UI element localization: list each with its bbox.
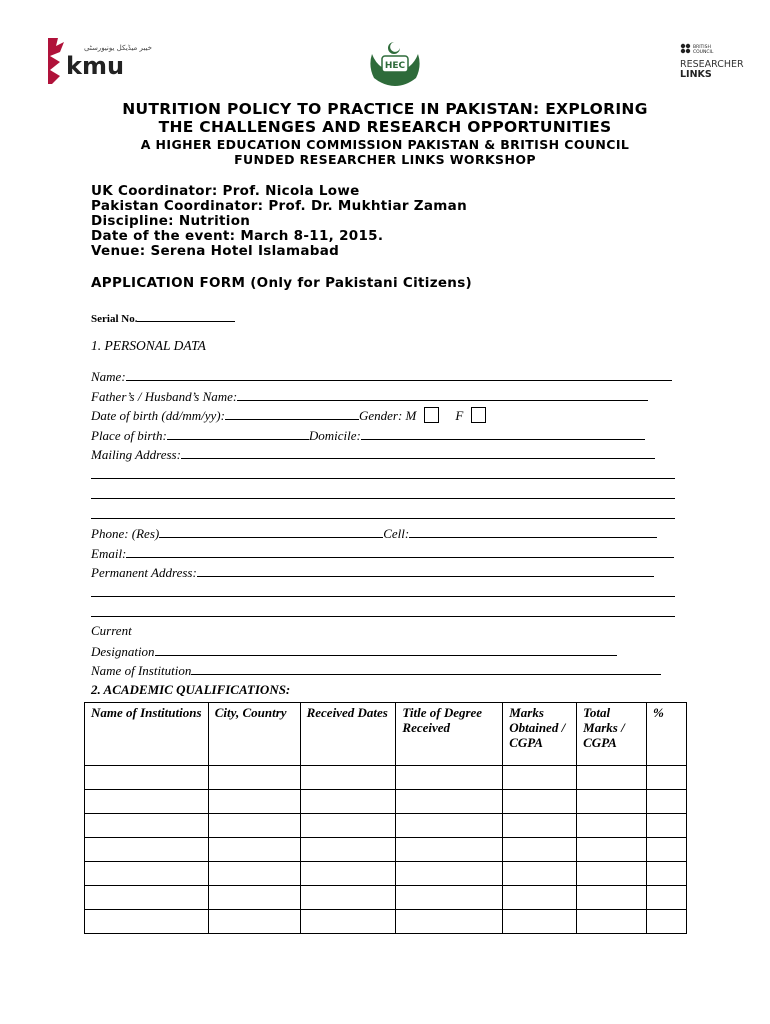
mailing-address-field[interactable] xyxy=(91,446,655,463)
table-cell[interactable] xyxy=(85,862,209,886)
cell-label: Cell: xyxy=(383,526,410,541)
application-form-heading: APPLICATION FORM (Only for Pakistani Citizens) xyxy=(91,275,473,291)
column-header: % xyxy=(647,703,687,766)
table-cell[interactable] xyxy=(647,862,687,886)
table-cell[interactable] xyxy=(577,862,647,886)
name-field[interactable] xyxy=(91,368,672,385)
table-row[interactable] xyxy=(85,766,687,790)
venue: Venue: Serena Hotel Islamabad xyxy=(91,243,340,259)
permanent-address-line[interactable] xyxy=(91,616,675,617)
table-cell[interactable] xyxy=(503,766,577,790)
table-cell[interactable] xyxy=(85,838,209,862)
designation-field[interactable] xyxy=(91,643,617,660)
hec-logo xyxy=(364,40,426,88)
column-header: Total Marks / CGPA xyxy=(577,703,647,766)
mailing-address-line[interactable] xyxy=(91,518,675,519)
gender-m-checkbox[interactable] xyxy=(424,407,439,423)
permanent-address-label: Permanent Address: xyxy=(91,565,197,580)
table-cell[interactable] xyxy=(208,790,300,814)
gender-f-checkbox[interactable] xyxy=(471,407,486,423)
permanent-address-field[interactable] xyxy=(91,564,654,581)
table-cell[interactable] xyxy=(503,910,577,934)
table-cell[interactable] xyxy=(503,862,577,886)
institution-label: Name of Institution xyxy=(91,663,192,678)
rl-logo-line1: BRITISH xyxy=(693,45,711,50)
current-label: Current xyxy=(91,623,132,638)
table-row[interactable] xyxy=(85,862,687,886)
table-cell[interactable] xyxy=(208,886,300,910)
table-cell[interactable] xyxy=(85,790,209,814)
kmu-logo-urdu: خیبر میڈیکل یونیورسٹی xyxy=(84,44,152,52)
table-cell[interactable] xyxy=(503,886,577,910)
column-header: Title of Degree Received xyxy=(396,703,503,766)
dob-label: Date of birth (dd/mm/yy): xyxy=(91,408,225,423)
domicile-label: Domicile: xyxy=(308,428,361,443)
table-cell[interactable] xyxy=(503,814,577,838)
name-label: Name: xyxy=(91,369,126,384)
table-cell[interactable] xyxy=(647,838,687,862)
table-cell[interactable] xyxy=(577,838,647,862)
table-row[interactable] xyxy=(85,814,687,838)
table-cell[interactable] xyxy=(300,838,396,862)
table-cell[interactable] xyxy=(647,766,687,790)
table-cell[interactable] xyxy=(208,910,300,934)
column-header: Received Dates xyxy=(300,703,396,766)
phone-field[interactable] xyxy=(91,525,657,542)
table-cell[interactable] xyxy=(396,862,503,886)
section-personal-data: 1. PERSONAL DATA xyxy=(91,338,206,353)
table-row[interactable] xyxy=(85,886,687,910)
designation-label: Designation xyxy=(91,644,155,659)
discipline: Discipline: Nutrition xyxy=(91,213,251,229)
dob-field[interactable] xyxy=(91,407,486,424)
title-line-1: NUTRITION POLICY TO PRACTICE IN PAKISTAN: EXPLORING xyxy=(122,100,648,118)
table-cell[interactable] xyxy=(300,790,396,814)
table-cell[interactable] xyxy=(300,766,396,790)
table-row[interactable] xyxy=(85,790,687,814)
table-cell[interactable] xyxy=(208,838,300,862)
table-cell[interactable] xyxy=(85,766,209,790)
kmu-logo-text: kmu xyxy=(66,52,125,80)
table-cell[interactable] xyxy=(300,814,396,838)
table-cell[interactable] xyxy=(396,766,503,790)
table-cell[interactable] xyxy=(577,910,647,934)
table-cell[interactable] xyxy=(647,910,687,934)
rl-logo-line4: LINKS xyxy=(680,69,712,80)
table-cell[interactable] xyxy=(396,910,503,934)
permanent-address-line[interactable] xyxy=(91,596,675,597)
table-cell[interactable] xyxy=(396,814,503,838)
table-cell[interactable] xyxy=(396,790,503,814)
table-cell[interactable] xyxy=(577,766,647,790)
email-field[interactable] xyxy=(91,545,674,562)
table-cell[interactable] xyxy=(85,910,209,934)
table-header-row xyxy=(85,703,687,766)
rl-logo-line3: RESEARCHER xyxy=(680,59,744,70)
table-row[interactable] xyxy=(85,838,687,862)
title-line-2: THE CHALLENGES AND RESEARCH OPPORTUNITIES xyxy=(158,118,612,136)
table-cell[interactable] xyxy=(208,814,300,838)
father-name-field[interactable] xyxy=(91,388,648,405)
table-cell[interactable] xyxy=(300,910,396,934)
table-row[interactable] xyxy=(85,910,687,934)
table-cell[interactable] xyxy=(300,886,396,910)
table-cell[interactable] xyxy=(577,886,647,910)
serial-number-label: Serial No. xyxy=(91,313,138,325)
phone-label: Phone: (Res) xyxy=(91,526,160,541)
researcher-links-logo xyxy=(680,42,760,82)
table-cell[interactable] xyxy=(577,790,647,814)
uk-coordinator: UK Coordinator: Prof. Nicola Lowe xyxy=(91,183,360,199)
table-cell[interactable] xyxy=(396,886,503,910)
serial-number-field[interactable] xyxy=(91,309,235,327)
table-cell[interactable] xyxy=(396,838,503,862)
column-header: City, Country xyxy=(208,703,300,766)
hec-logo-text: HEC xyxy=(384,61,406,71)
subtitle-line-1: A HIGHER EDUCATION COMMISSION PAKISTAN & BRITISH COUNCIL xyxy=(140,137,630,152)
event-date: Date of the event: March 8-11, 2015. xyxy=(91,228,384,244)
table-cell[interactable] xyxy=(85,886,209,910)
place-of-birth-label: Place of birth: xyxy=(91,428,167,443)
mailing-address-line[interactable] xyxy=(91,498,675,499)
table-cell[interactable] xyxy=(85,814,209,838)
academic-qualifications-table xyxy=(84,702,687,934)
table-cell[interactable] xyxy=(503,790,577,814)
pakistan-coordinator: Pakistan Coordinator: Prof. Dr. Mukhtiar Zaman xyxy=(91,198,467,214)
email-label: Email: xyxy=(91,546,127,561)
table-cell[interactable] xyxy=(577,814,647,838)
table-cell[interactable] xyxy=(503,838,577,862)
institution-field[interactable] xyxy=(91,662,661,679)
father-name-label: Father’s / Husband’s Name: xyxy=(91,389,238,404)
column-header: Marks Obtained / CGPA xyxy=(503,703,577,766)
table-cell[interactable] xyxy=(208,766,300,790)
table-cell[interactable] xyxy=(647,886,687,910)
table-cell[interactable] xyxy=(647,814,687,838)
column-header: Name of Institutions xyxy=(85,703,209,766)
gender-label: Gender: M xyxy=(358,408,417,423)
gender-f-label: F xyxy=(455,408,464,423)
mailing-address-label: Mailing Address: xyxy=(91,447,181,462)
kmu-logo xyxy=(44,36,152,86)
section-academic-qualifications: 2. ACADEMIC QUALIFICATIONS: xyxy=(91,682,291,697)
subtitle-line-2: FUNDED RESEARCHER LINKS WORKSHOP xyxy=(234,152,536,167)
table-cell[interactable] xyxy=(300,862,396,886)
table-cell[interactable] xyxy=(208,862,300,886)
place-of-birth-field[interactable] xyxy=(91,427,645,444)
mailing-address-line[interactable] xyxy=(91,478,675,479)
table-cell[interactable] xyxy=(647,790,687,814)
rl-logo-line2: COUNCIL xyxy=(693,50,714,55)
